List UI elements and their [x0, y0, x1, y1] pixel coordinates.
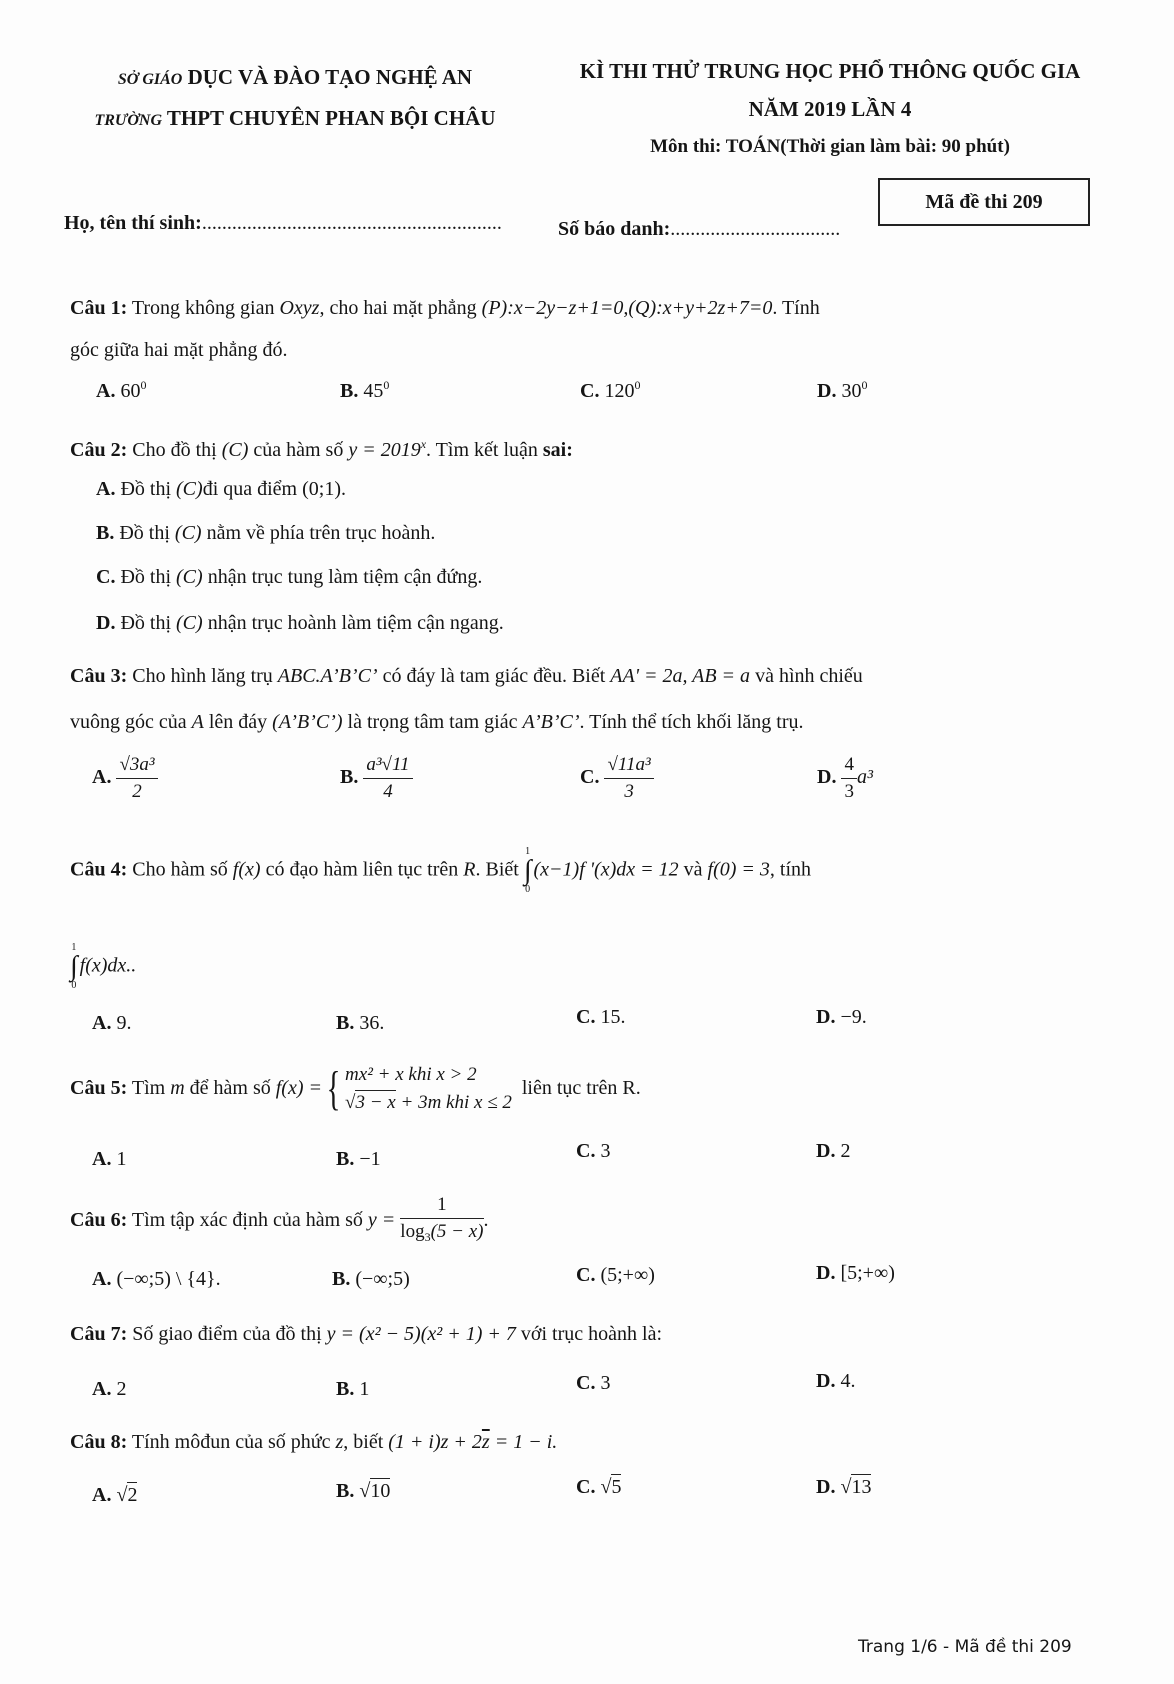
exam-year: NĂM 2019 LẦN 4 — [748, 97, 912, 121]
question-label: Câu 5: — [70, 1077, 128, 1099]
option-c[interactable]: C. 15. — [576, 1006, 626, 1028]
question-label: Câu 1: — [70, 297, 128, 319]
exam-code-box — [878, 178, 1090, 226]
exam-code: Mã đề thi 209 — [925, 191, 1043, 213]
option-b[interactable]: B. 1 — [336, 1378, 370, 1400]
candidate-id-label: Số báo danh: — [558, 218, 671, 240]
candidate-id-field[interactable] — [558, 218, 840, 241]
integral-sign: 1 ∫ 0 — [70, 942, 78, 991]
header-left — [60, 58, 530, 140]
fraction: $\frac{1}{\log_3(5 - x)}$ — [400, 1194, 484, 1245]
school-name: TRƯỜNG THPT CHUYÊN PHAN BỘI CHÂU — [94, 106, 496, 130]
option-b[interactable]: B. √10 — [336, 1480, 391, 1502]
candidate-name-dots: ............................................................ — [201, 212, 502, 234]
question-label: Câu 3: — [70, 665, 128, 687]
page-footer: Trang 1/6 - Mã đề thi 209 — [858, 1637, 1072, 1657]
option-c[interactable]: C. Đồ thị (C) nhận trục tung làm tiệm cận đứng. — [96, 566, 483, 588]
option-d[interactable]: D. Đồ thị (C) nhận trục hoành làm tiệm cận ngang. — [96, 612, 504, 634]
exam-subject: Môn thi: TOÁN(Thời gian làm bài: 90 phút) — [650, 136, 1010, 157]
option-b[interactable]: B. 36. — [336, 1012, 385, 1034]
option-c[interactable]: C. (5;+∞) — [576, 1264, 655, 1286]
option-c[interactable]: C. 3 — [576, 1140, 611, 1162]
option-a[interactable]: A. Đồ thị (C)đi qua điểm (0;1). — [96, 478, 346, 500]
option-a[interactable]: A. $60^0$ — [96, 378, 147, 402]
question-label: Câu 4: — [70, 858, 128, 881]
option-b[interactable]: B. −1 — [336, 1148, 381, 1170]
question-6: Câu 6: Tìm tập xác định của hàm số y = $\frac{1}{\log_3(5 - x)}$ . — [70, 1192, 489, 1250]
exam-title: KÌ THI THỬ TRUNG HỌC PHỔ THÔNG QUỐC GIA — [579, 59, 1081, 83]
question-2: Câu 2: Cho đồ thị (C) của hàm số $y = 2019^x$. Tìm kết luận sai: — [70, 437, 573, 461]
fraction: $\frac{\text{a³√11}}{4}$ — [363, 752, 412, 805]
option-b[interactable]: B. $45^0$ — [340, 378, 390, 402]
question-1: Câu 1: Trong không gian Oxyz, cho hai mặt phẳng (P):x−2y−z+1=0,(Q):x+y+2z+7=0. Tính — [70, 297, 820, 319]
option-a[interactable]: A. (−∞;5) \ {4}. — [92, 1268, 221, 1290]
candidate-name-field[interactable] — [64, 212, 502, 235]
integral-sign: 1 ∫ 0 — [523, 846, 532, 895]
question-7: Câu 7: Số giao điểm của đồ thị y = (x² − 5)(x² + 1) + 7 với trục hoành là: — [70, 1323, 662, 1345]
option-b[interactable]: B. Đồ thị (C) nằm về phía trên trục hoành. — [96, 522, 436, 544]
option-d[interactable]: D. 4. — [816, 1370, 856, 1392]
candidate-id-dots: .................................. — [670, 218, 841, 240]
option-a[interactable]: A. 9. — [92, 1012, 132, 1034]
fraction: $\frac{\text{√11a³}}{3}$ — [604, 752, 653, 805]
question-label: Câu 2: — [70, 439, 128, 461]
option-a[interactable]: A. √2 — [92, 1484, 138, 1506]
option-c[interactable]: C. $\frac{\text{√11a³}}{3}$ — [580, 752, 654, 805]
question-1-line-2: góc giữa hai mặt phẳng đó. — [70, 339, 288, 361]
brace: { — [326, 1062, 341, 1116]
option-b[interactable]: B. $\frac{\text{a³√11}}{4}$ — [340, 752, 413, 805]
option-c[interactable]: C. √5 — [576, 1476, 622, 1498]
option-d[interactable]: D. √13 — [816, 1476, 872, 1498]
header-right — [560, 52, 1100, 166]
option-a[interactable]: A. 2 — [92, 1378, 127, 1400]
option-d[interactable]: D. 2 — [816, 1140, 851, 1162]
question-label: Câu 6: — [70, 1209, 128, 1231]
option-c[interactable]: C. $120^0$ — [580, 378, 641, 402]
option-c[interactable]: C. 3 — [576, 1372, 611, 1394]
question-label: Câu 8: — [70, 1431, 128, 1453]
option-d[interactable]: D. $30^0$ — [817, 378, 868, 402]
equation: (P):x−2y−z+1=0,(Q):x+y+2z+7=0 — [481, 297, 773, 319]
piecewise-cases: mx² + x khi x > 2 √3 − x + 3m khi x ≤ 2 — [345, 1064, 512, 1114]
department-name: SỞ GIÁO DỤC VÀ ĐÀO TẠO NGHỆ AN — [117, 65, 473, 89]
question-8: Câu 8: Tính môđun của số phức z, biết $(1 + i)z + 2\overline{z} = 1 - i$. — [70, 1431, 558, 1453]
question-4-line-2: 1 ∫ 0f(x)dx.. — [70, 942, 137, 991]
option-d[interactable]: D. −9. — [816, 1006, 867, 1028]
fraction: $\frac{\text{√3a³}}{2}$ — [116, 752, 157, 805]
option-b[interactable]: B. (−∞;5) — [332, 1268, 410, 1290]
option-a[interactable]: A. $\frac{\text{√3a³}}{2}$ — [92, 752, 158, 805]
option-d[interactable]: D. $\frac{4}{3}$ a³ — [817, 752, 873, 805]
candidate-name-label: Họ, tên thí sinh: — [64, 212, 202, 234]
question-3: Câu 3: Cho hình lăng trụ ABC.A’B’C’ có đáy là tam giác đều. Biết AA' = 2a, AB = a và hình chiếu — [70, 665, 863, 687]
option-a[interactable]: A. 1 — [92, 1148, 127, 1170]
fraction: $\frac{4}{3}$ — [841, 752, 857, 805]
question-5: Câu 5: Tìm m để hàm số f(x) ={ mx² + x khi x > 2 √3 − x + 3m khi x ≤ 2 liên tục trên R. — [70, 1062, 641, 1116]
question-3-line-2: vuông góc của A lên đáy (A’B’C’) là trọng tâm tam giác A’B’C’. Tính thể tích khối lăng trụ. — [70, 711, 804, 733]
option-d[interactable]: D. [5;+∞) — [816, 1262, 895, 1284]
question-label: Câu 7: — [70, 1323, 128, 1345]
question-4: Câu 4: Cho hàm số f(x) có đạo hàm liên tục trên R. Biết 1 ∫ 0(x−1)f '(x)dx = 12 và f(0) = 3, tính — [70, 846, 812, 895]
